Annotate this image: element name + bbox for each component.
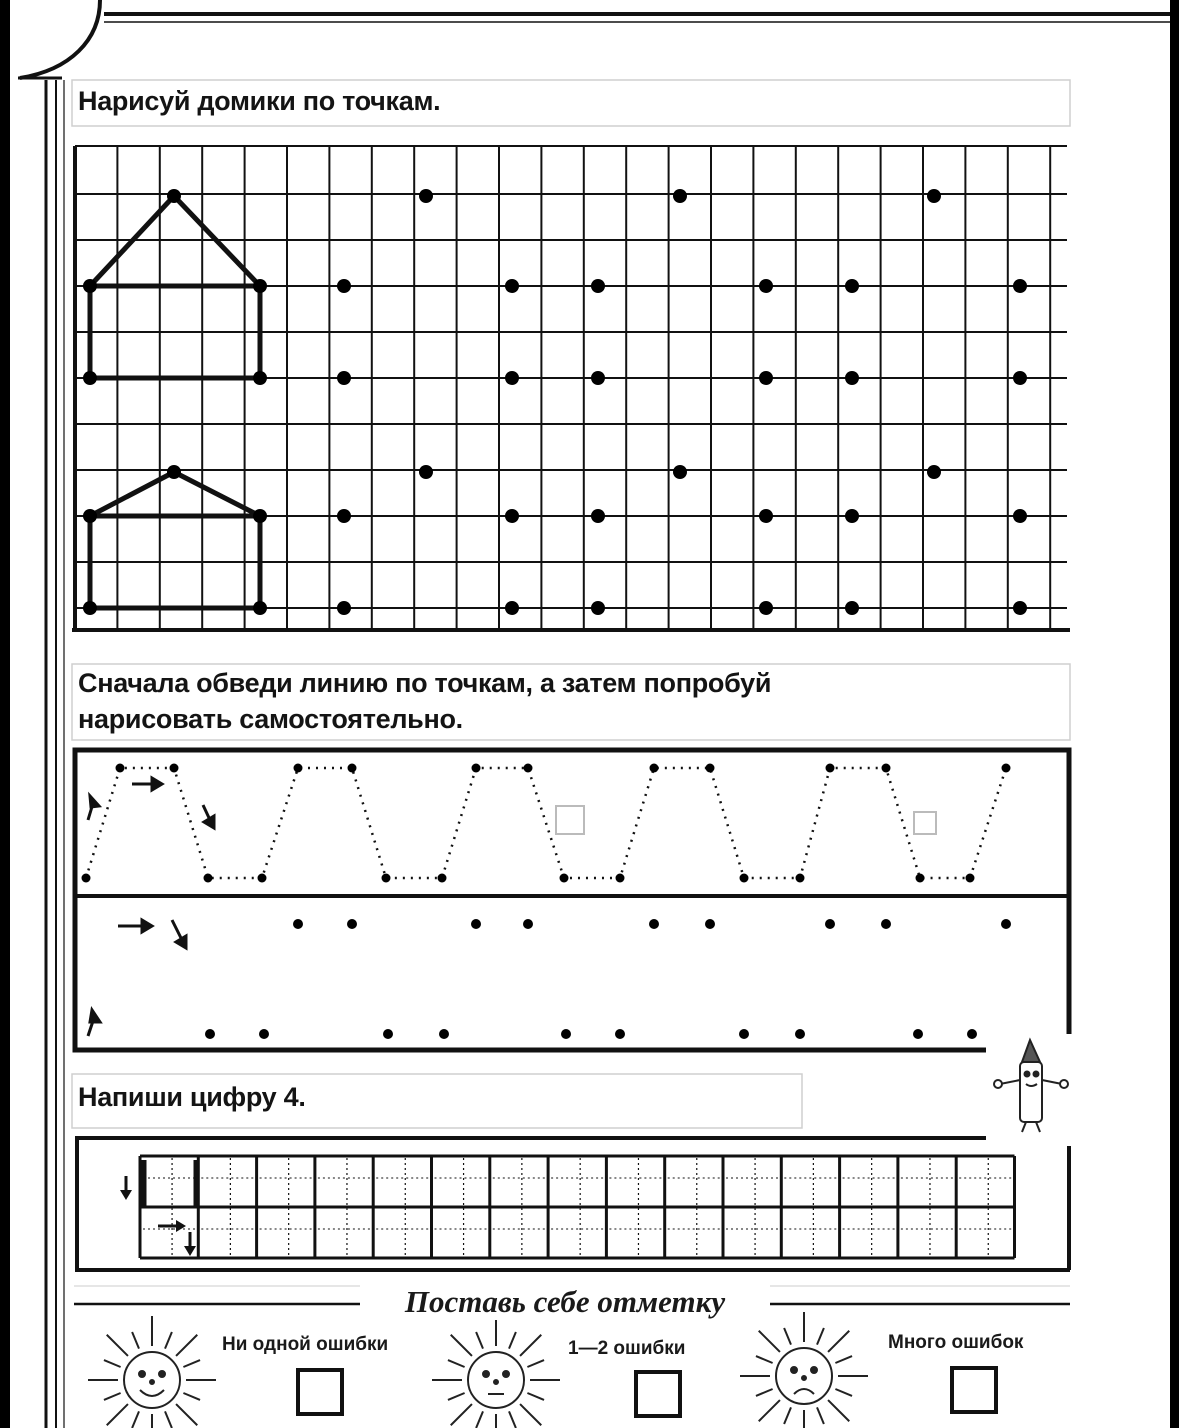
- house-dot: [591, 371, 605, 385]
- house-dot: [505, 509, 519, 523]
- trace-dot: [826, 764, 835, 773]
- house-dot: [673, 465, 687, 479]
- sun-ray: [107, 1404, 128, 1425]
- house-dot: [845, 279, 859, 293]
- direction-arrows: [88, 778, 214, 1036]
- house-dot: [591, 601, 605, 615]
- sun-ray: [476, 1332, 483, 1349]
- sun-ray: [165, 1332, 172, 1349]
- trace-dot: [348, 764, 357, 773]
- sun-eye: [483, 1371, 489, 1377]
- trace-dot: [471, 919, 481, 929]
- trace-dot: [615, 1029, 625, 1039]
- sun-ray: [509, 1332, 516, 1349]
- sun-ray: [835, 1389, 852, 1396]
- trace-dot: [524, 764, 533, 773]
- house-dot: [167, 465, 181, 479]
- trace-dot: [259, 1029, 269, 1039]
- house-dot: [505, 601, 519, 615]
- trace-dot: [739, 1029, 749, 1039]
- sun-eye: [811, 1367, 817, 1373]
- sun-ray: [520, 1335, 541, 1356]
- sun-ray: [183, 1393, 200, 1400]
- house-dot: [845, 601, 859, 615]
- house-dot: [673, 189, 687, 203]
- smiling-sun-icon: [88, 1316, 216, 1428]
- left-edge-strip: [0, 0, 10, 1428]
- house-dot: [83, 601, 97, 615]
- trace-panel: [75, 750, 1069, 1050]
- house-dot: [759, 279, 773, 293]
- digit-cells: [140, 1156, 1015, 1258]
- sun-ray: [759, 1400, 780, 1421]
- trace-dot: [347, 919, 357, 929]
- house-dot: [1013, 509, 1027, 523]
- sun-ray: [784, 1328, 791, 1345]
- rating-checkbox-many-errors[interactable]: [950, 1366, 998, 1414]
- house-dot: [759, 601, 773, 615]
- trace-dot: [382, 874, 391, 883]
- trace-dot: [438, 874, 447, 883]
- trace-dot: [1001, 919, 1011, 929]
- sun-ray: [451, 1404, 472, 1425]
- house-dot: [253, 279, 267, 293]
- house-dot: [845, 371, 859, 385]
- house-dot: [337, 509, 351, 523]
- trace-dot: [916, 874, 925, 883]
- house-dot: [759, 509, 773, 523]
- sun-nose: [150, 1380, 154, 1384]
- rating-label-few-errors: 1—2 ошибки: [568, 1338, 686, 1359]
- house-dot: [591, 279, 605, 293]
- dot-grid: [75, 146, 1067, 630]
- trace-dot: [472, 764, 481, 773]
- rating-checkbox-few-errors[interactable]: [634, 1370, 682, 1418]
- sun-ray: [828, 1400, 849, 1421]
- trace-dot: [560, 874, 569, 883]
- house-dot: [927, 465, 941, 479]
- trace-dot: [616, 874, 625, 883]
- right-edge-strip: [1170, 0, 1179, 1428]
- house-dot: [505, 371, 519, 385]
- trace-dot: [705, 919, 715, 929]
- sun-eye: [139, 1371, 145, 1377]
- trace-dot: [383, 1029, 393, 1039]
- trace-dot: [706, 764, 715, 773]
- rating-label-many-errors: Много ошибок: [888, 1332, 1024, 1353]
- house-dot: [253, 371, 267, 385]
- house-dot: [253, 601, 267, 615]
- dotted-trace-line: [86, 768, 1006, 878]
- sun-ray: [756, 1389, 773, 1396]
- house-dot: [591, 509, 605, 523]
- trace-dot: [881, 919, 891, 929]
- trace-dot: [258, 874, 267, 883]
- rating-title: Поставь себе отметку: [360, 1284, 770, 1320]
- sun-ray: [527, 1360, 544, 1367]
- house-dots: [83, 189, 1027, 615]
- sun-nose: [802, 1376, 806, 1380]
- trace-dots: [82, 764, 1012, 1040]
- trace-dot: [82, 874, 91, 883]
- trace-instruction-line2: нарисовать самостоятельно.: [78, 704, 463, 734]
- trace-dot: [649, 919, 659, 929]
- sun-ray: [509, 1411, 516, 1428]
- neutral-sun-icon: [432, 1316, 560, 1428]
- sun-ray: [132, 1332, 139, 1349]
- house-dot: [1013, 601, 1027, 615]
- house-dot: [845, 509, 859, 523]
- sun-ray: [527, 1393, 544, 1400]
- house-dot: [419, 465, 433, 479]
- house-dot: [253, 509, 267, 523]
- trace-dot: [913, 1029, 923, 1039]
- house-dot: [83, 371, 97, 385]
- sun-ray: [451, 1335, 472, 1356]
- sun-eye: [791, 1367, 797, 1373]
- sun-ray: [176, 1404, 197, 1425]
- digit-panel: [75, 1138, 1070, 1270]
- sun-ray: [817, 1328, 824, 1345]
- sun-eye: [159, 1371, 165, 1377]
- sun-nose: [494, 1380, 498, 1384]
- house-dot: [1013, 371, 1027, 385]
- trace-path: [86, 768, 1006, 878]
- sun-ray: [448, 1393, 465, 1400]
- house-dot: [1013, 279, 1027, 293]
- trace-dot: [796, 874, 805, 883]
- house-dot: [337, 601, 351, 615]
- trace-dot: [116, 764, 125, 773]
- digit-instruction: Напиши цифру 4.: [78, 1082, 306, 1112]
- trace-dot: [439, 1029, 449, 1039]
- sun-ray: [132, 1411, 139, 1428]
- sun-ray: [183, 1360, 200, 1367]
- sun-ray: [756, 1356, 773, 1363]
- house-dot: [83, 279, 97, 293]
- sun-ray: [176, 1335, 197, 1356]
- house-dot: [337, 371, 351, 385]
- sun-eye: [503, 1371, 509, 1377]
- pencil-mascot: [986, 1034, 1076, 1140]
- house-dot: [505, 279, 519, 293]
- trace-dot: [795, 1029, 805, 1039]
- sun-ray: [104, 1360, 121, 1367]
- trace-dot: [523, 919, 533, 929]
- sun-ray: [784, 1407, 791, 1424]
- trace-dot: [650, 764, 659, 773]
- house-dot: [759, 371, 773, 385]
- houses-instruction: Нарисуй домики по точкам.: [78, 86, 441, 116]
- trace-dot: [293, 919, 303, 929]
- example-houses: [90, 196, 260, 608]
- house-dot: [927, 189, 941, 203]
- house-dot: [167, 189, 181, 203]
- trace-dot: [204, 874, 213, 883]
- house-dot: [419, 189, 433, 203]
- sun-ray: [835, 1356, 852, 1363]
- trace-dot: [966, 874, 975, 883]
- trace-dot: [170, 764, 179, 773]
- sun-ray: [448, 1360, 465, 1367]
- faint-squares: [556, 806, 936, 834]
- rating-checkbox-no-errors[interactable]: [296, 1368, 344, 1416]
- sun-ray: [828, 1331, 849, 1352]
- trace-dot: [561, 1029, 571, 1039]
- trace-dot: [967, 1029, 977, 1039]
- sun-ray: [520, 1404, 541, 1425]
- house-dot: [83, 509, 97, 523]
- trace-dot: [205, 1029, 215, 1039]
- house-dot: [337, 279, 351, 293]
- sun-ray: [476, 1411, 483, 1428]
- trace-instruction-line1: Сначала обведи линию по точкам, а затем попробуй: [78, 668, 772, 698]
- trace-dot: [1002, 764, 1011, 773]
- sun-ray: [817, 1407, 824, 1424]
- trace-dot: [825, 919, 835, 929]
- instruction-boxes: [72, 80, 1070, 1128]
- sun-ray: [107, 1335, 128, 1356]
- sun-ray: [165, 1411, 172, 1428]
- trace-dot: [740, 874, 749, 883]
- trace-dot: [882, 764, 891, 773]
- rating-label-no-errors: Ни одной ошибки: [222, 1334, 389, 1355]
- sun-ray: [759, 1331, 780, 1352]
- sun-ray: [104, 1393, 121, 1400]
- sad-sun-icon: [740, 1312, 868, 1428]
- trace-dot: [294, 764, 303, 773]
